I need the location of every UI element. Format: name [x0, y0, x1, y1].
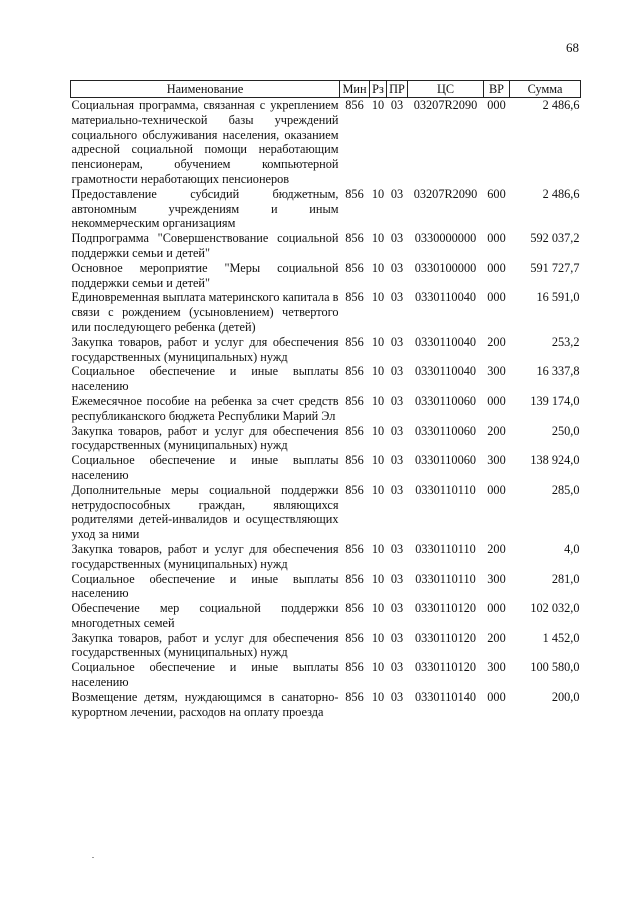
cell-pr: 03 — [390, 334, 404, 349]
header-name: Наименование — [71, 81, 340, 98]
header-cs: ЦС — [408, 81, 484, 98]
cell-pr: 03 — [390, 290, 404, 305]
cell-cs: 0330110110 — [415, 571, 476, 586]
cell-min: 856 — [345, 601, 364, 616]
cell-pr: 03 — [390, 453, 404, 468]
cell-rz: 10 — [371, 571, 385, 586]
cell-name: Социальное обеспечение и иные выплаты населению — [71, 364, 339, 394]
cell-cs: 03207R2090 — [413, 186, 478, 201]
cell-rz: 10 — [371, 482, 385, 497]
cell-pr: 03 — [390, 660, 404, 675]
cell-cs: 0330110120 — [414, 660, 477, 675]
cell-sum: 1 452,0 — [542, 630, 580, 645]
table-row — [71, 631, 581, 661]
cell-cs: 0330110120 — [414, 630, 477, 645]
cell-min: 856 — [345, 393, 364, 408]
cell-vr: 000 — [487, 98, 506, 112]
header-sum: Сумма — [510, 81, 581, 98]
cell-sum: 100 580,0 — [530, 660, 580, 675]
cell-sum: 592 037,2 — [530, 231, 580, 246]
cell-cs: 03207R2090 — [413, 98, 478, 112]
cell-name: Социальное обеспечение и иные выплаты населению — [71, 453, 339, 482]
header-min: Мин — [340, 81, 370, 98]
cell-vr: 200 — [487, 423, 506, 438]
cell-min: 856 — [345, 571, 364, 586]
cell-pr: 03 — [390, 689, 404, 704]
cell-min: 856 — [345, 186, 364, 201]
cell-cs: 0330110120 — [414, 601, 477, 616]
cell-vr: 000 — [487, 393, 506, 408]
cell-name: Социальная программа, связанная с укреплением материально-технической базы учреждений социального обслуживания населения, оказанием адресной социальной помощи неработающим пенсионерам, обучением компьютерной грамотности неработающих пенсионеров — [71, 98, 339, 186]
table-row — [71, 424, 581, 454]
table-row — [71, 601, 581, 631]
cell-min: 856 — [345, 290, 364, 305]
budget-table — [70, 80, 581, 719]
cell-pr: 03 — [390, 98, 404, 112]
cell-rz: 10 — [371, 423, 385, 438]
header-pr: ПР — [387, 81, 408, 98]
cell-vr: 300 — [487, 364, 506, 379]
cell-min: 856 — [345, 453, 364, 468]
cell-vr: 000 — [487, 290, 506, 305]
cell-rz: 10 — [371, 689, 385, 704]
cell-sum: 4,0 — [564, 541, 580, 556]
cell-name: Закупка товаров, работ и услуг для обеспечения государственных (муниципальных) нужд — [71, 334, 339, 364]
cell-vr: 000 — [487, 689, 506, 704]
cell-min: 856 — [345, 482, 364, 497]
table-row — [71, 453, 581, 483]
scan-speck — [92, 857, 94, 858]
cell-vr: 000 — [487, 601, 506, 616]
table-row — [71, 290, 581, 334]
cell-vr: 600 — [487, 186, 506, 201]
cell-cs: 0330000000 — [414, 231, 477, 246]
cell-rz: 10 — [371, 364, 385, 379]
cell-cs: 0330110110 — [415, 541, 476, 556]
cell-cs: 0330110040 — [414, 334, 477, 349]
cell-min: 856 — [345, 364, 364, 379]
cell-pr: 03 — [390, 601, 404, 616]
cell-rz: 10 — [371, 98, 385, 112]
cell-vr: 200 — [487, 541, 506, 556]
cell-pr: 03 — [390, 541, 404, 556]
cell-sum: 2 486,6 — [542, 186, 580, 201]
cell-sum: 285,0 — [551, 482, 580, 497]
cell-pr: 03 — [390, 231, 404, 246]
cell-vr: 200 — [487, 630, 506, 645]
cell-rz: 10 — [371, 231, 385, 246]
cell-min: 856 — [345, 689, 364, 704]
cell-rz: 10 — [371, 660, 385, 675]
cell-vr: 300 — [487, 571, 506, 586]
cell-sum: 281,0 — [551, 571, 580, 586]
cell-sum: 250,0 — [551, 423, 580, 438]
cell-name: Единовременная выплата материнского капитала в связи с рождением (усыновлением) четвертого или последующего ребенка (детей) — [71, 290, 339, 334]
cell-pr: 03 — [390, 364, 404, 379]
cell-vr: 200 — [487, 334, 506, 349]
cell-pr: 03 — [390, 482, 404, 497]
cell-cs: 0330110060 — [414, 393, 477, 408]
cell-name: Ежемесячное пособие на ребенка за счет средств республиканского бюджета Республики Марий Эл — [71, 393, 339, 423]
table-body — [71, 98, 581, 720]
cell-sum: 2 486,6 — [542, 98, 580, 112]
cell-pr: 03 — [390, 630, 404, 645]
cell-cs: 0330110040 — [414, 364, 477, 379]
cell-name: Подпрограмма "Совершенствование социальной поддержки семьи и детей" — [71, 231, 339, 260]
header-rz: Рз — [370, 81, 387, 98]
cell-rz: 10 — [371, 260, 385, 275]
cell-pr: 03 — [390, 260, 404, 275]
table-row — [71, 394, 581, 424]
cell-min: 856 — [345, 334, 364, 349]
cell-sum: 16 337,8 — [536, 364, 580, 379]
cell-min: 856 — [345, 541, 364, 556]
cell-min: 856 — [345, 660, 364, 675]
cell-rz: 10 — [371, 630, 385, 645]
cell-rz: 10 — [371, 393, 385, 408]
cell-cs: 0330100000 — [414, 260, 477, 275]
table-row — [71, 98, 581, 187]
table-row — [71, 187, 581, 231]
cell-sum: 591 727,7 — [530, 260, 580, 275]
table-header-row — [71, 81, 581, 98]
cell-min: 856 — [345, 423, 364, 438]
cell-pr: 03 — [390, 186, 404, 201]
cell-vr: 000 — [487, 231, 506, 246]
table-row — [71, 690, 581, 720]
cell-sum: 102 032,0 — [530, 601, 580, 616]
cell-min: 856 — [345, 260, 364, 275]
cell-rz: 10 — [371, 334, 385, 349]
cell-min: 856 — [345, 98, 364, 112]
cell-vr: 000 — [487, 482, 506, 497]
cell-sum: 138 924,0 — [530, 453, 580, 468]
cell-rz: 10 — [371, 541, 385, 556]
cell-cs: 0330110040 — [414, 290, 477, 305]
cell-vr: 300 — [487, 660, 506, 675]
cell-sum: 16 591,0 — [536, 290, 580, 305]
table-row — [71, 364, 581, 394]
cell-name: Предоставление субсидий бюджетным, автономным учреждениям и иным некоммерческим организациям — [71, 186, 339, 231]
table-row — [71, 483, 581, 542]
cell-rz: 10 — [371, 453, 385, 468]
table-row — [71, 231, 581, 261]
cell-cs: 0330110060 — [414, 453, 477, 468]
cell-name: Социальное обеспечение и иные выплаты населению — [71, 571, 339, 601]
table-row — [71, 660, 581, 690]
cell-cs: 0330110110 — [415, 482, 476, 497]
cell-vr: 300 — [487, 453, 506, 468]
cell-sum: 139 174,0 — [530, 393, 580, 408]
table-row — [71, 542, 581, 572]
cell-name: Обеспечение мер социальной поддержки многодетных семей — [71, 601, 339, 630]
cell-name: Закупка товаров, работ и услуг для обеспечения государственных (муниципальных) нужд — [71, 630, 339, 660]
cell-rz: 10 — [371, 290, 385, 305]
cell-pr: 03 — [390, 571, 404, 586]
cell-name: Основное мероприятие "Меры социальной поддержки семьи и детей" — [71, 260, 339, 290]
table-row — [71, 572, 581, 602]
cell-min: 856 — [345, 630, 364, 645]
cell-sum: 253,2 — [551, 334, 580, 349]
cell-rz: 10 — [371, 601, 385, 616]
table-row — [71, 261, 581, 291]
cell-vr: 000 — [487, 260, 506, 275]
cell-name: Возмещение детям, нуждающимся в санаторно-курортном лечении, расходов на оплату проезда — [71, 689, 339, 719]
cell-rz: 10 — [371, 186, 385, 201]
cell-pr: 03 — [390, 393, 404, 408]
cell-cs: 0330110060 — [414, 423, 477, 438]
cell-cs: 0330110140 — [414, 689, 477, 704]
cell-name: Закупка товаров, работ и услуг для обеспечения государственных (муниципальных) нужд — [71, 541, 339, 571]
cell-sum: 200,0 — [551, 689, 580, 704]
table-row — [71, 335, 581, 365]
cell-name: Закупка товаров, работ и услуг для обеспечения государственных (муниципальных) нужд — [71, 423, 339, 453]
cell-name: Дополнительные меры социальной поддержки нетрудоспособных граждан, являющихся родителями детей-инвалидов и осуществляющих уход за ними — [71, 482, 339, 542]
cell-min: 856 — [345, 231, 364, 246]
page-number: 68 — [566, 40, 579, 55]
cell-name: Социальное обеспечение и иные выплаты населению — [71, 660, 339, 690]
header-vr: ВР — [484, 81, 510, 98]
cell-pr: 03 — [390, 423, 404, 438]
